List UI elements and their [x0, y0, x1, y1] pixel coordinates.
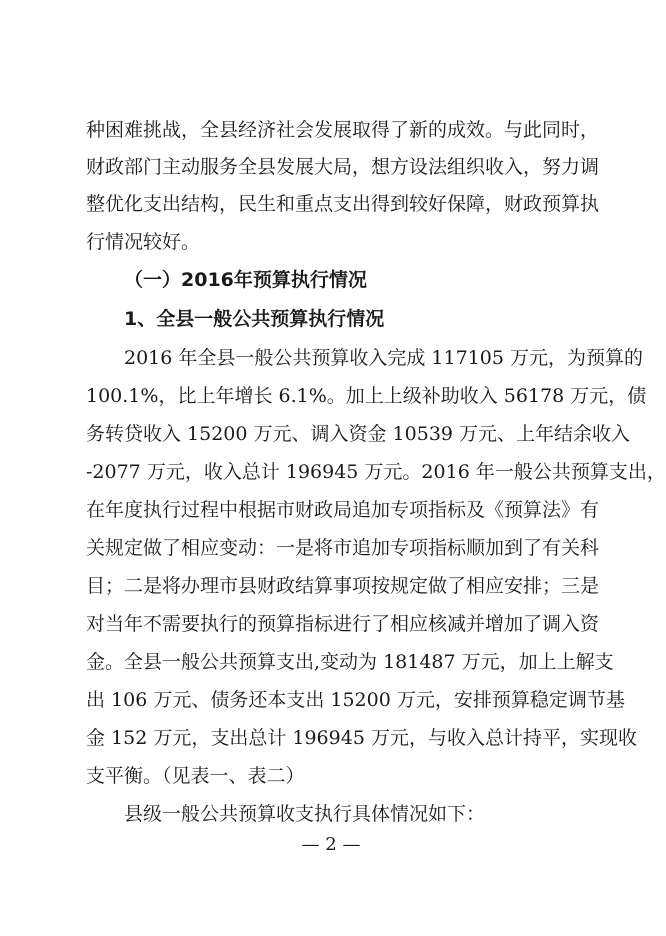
- budget-line-9: 金。全县一般公共预算支出,变动为 181487 万元，加上上解支: [86, 651, 614, 673]
- section-heading: （一）2016年预算执行情况: [124, 269, 367, 291]
- budget-line-8: 对当年不需要执行的预算指标进行了相应核减并增加了调入资: [86, 613, 600, 635]
- intro-line-3: 整优化支出结构，民生和重点支出得到较好保障，财政预算执: [86, 193, 600, 215]
- budget-line-2: 100.1%，比上年增长 6.1%。加上上级补助收入 56178 万元，债: [86, 385, 647, 407]
- intro-line-4: 行情况较好。: [86, 231, 201, 253]
- budget-line-11: 金 152 万元，支出总计 196945 万元，与收入总计持平，实现收: [86, 727, 637, 749]
- budget-line-4: -2077 万元，收入总计 196945 万元。2016 年一般公共预算支出，: [86, 461, 666, 483]
- budget-line-5: 在年度执行过程中根据市财政局追加专项指标及《预算法》有: [86, 499, 600, 521]
- budget-line-3: 务转贷收入 15200 万元、调入资金 10539 万元、上年结余收入: [86, 423, 631, 445]
- detail-paragraph: 县级一般公共预算收支执行具体情况如下：: [124, 803, 486, 825]
- budget-line-1: 2016 年全县一般公共预算收入完成 117105 万元，为预算的: [124, 347, 644, 369]
- budget-line-10: 出 106 万元、债务还本支出 15200 万元，安排预算稳定调节基: [86, 689, 625, 711]
- intro-line-1: 种困难挑战，全县经济社会发展取得了新的成效。与此同时，: [86, 119, 600, 141]
- budget-line-12: 支平衡。（见表一、表二）: [86, 765, 305, 787]
- budget-line-6: 关规定做了相应变动：一是将市追加专项指标顺加到了有关科: [86, 537, 600, 559]
- budget-line-7: 目；二是将办理市县财政结算事项按规定做了相应安排；三是: [86, 575, 600, 597]
- intro-line-2: 财政部门主动服务全县发展大局，想方设法组织收入，努力调: [86, 156, 600, 178]
- subsection-heading: 1、全县一般公共预算执行情况: [124, 308, 385, 330]
- page-number: — 2 —: [301, 834, 361, 855]
